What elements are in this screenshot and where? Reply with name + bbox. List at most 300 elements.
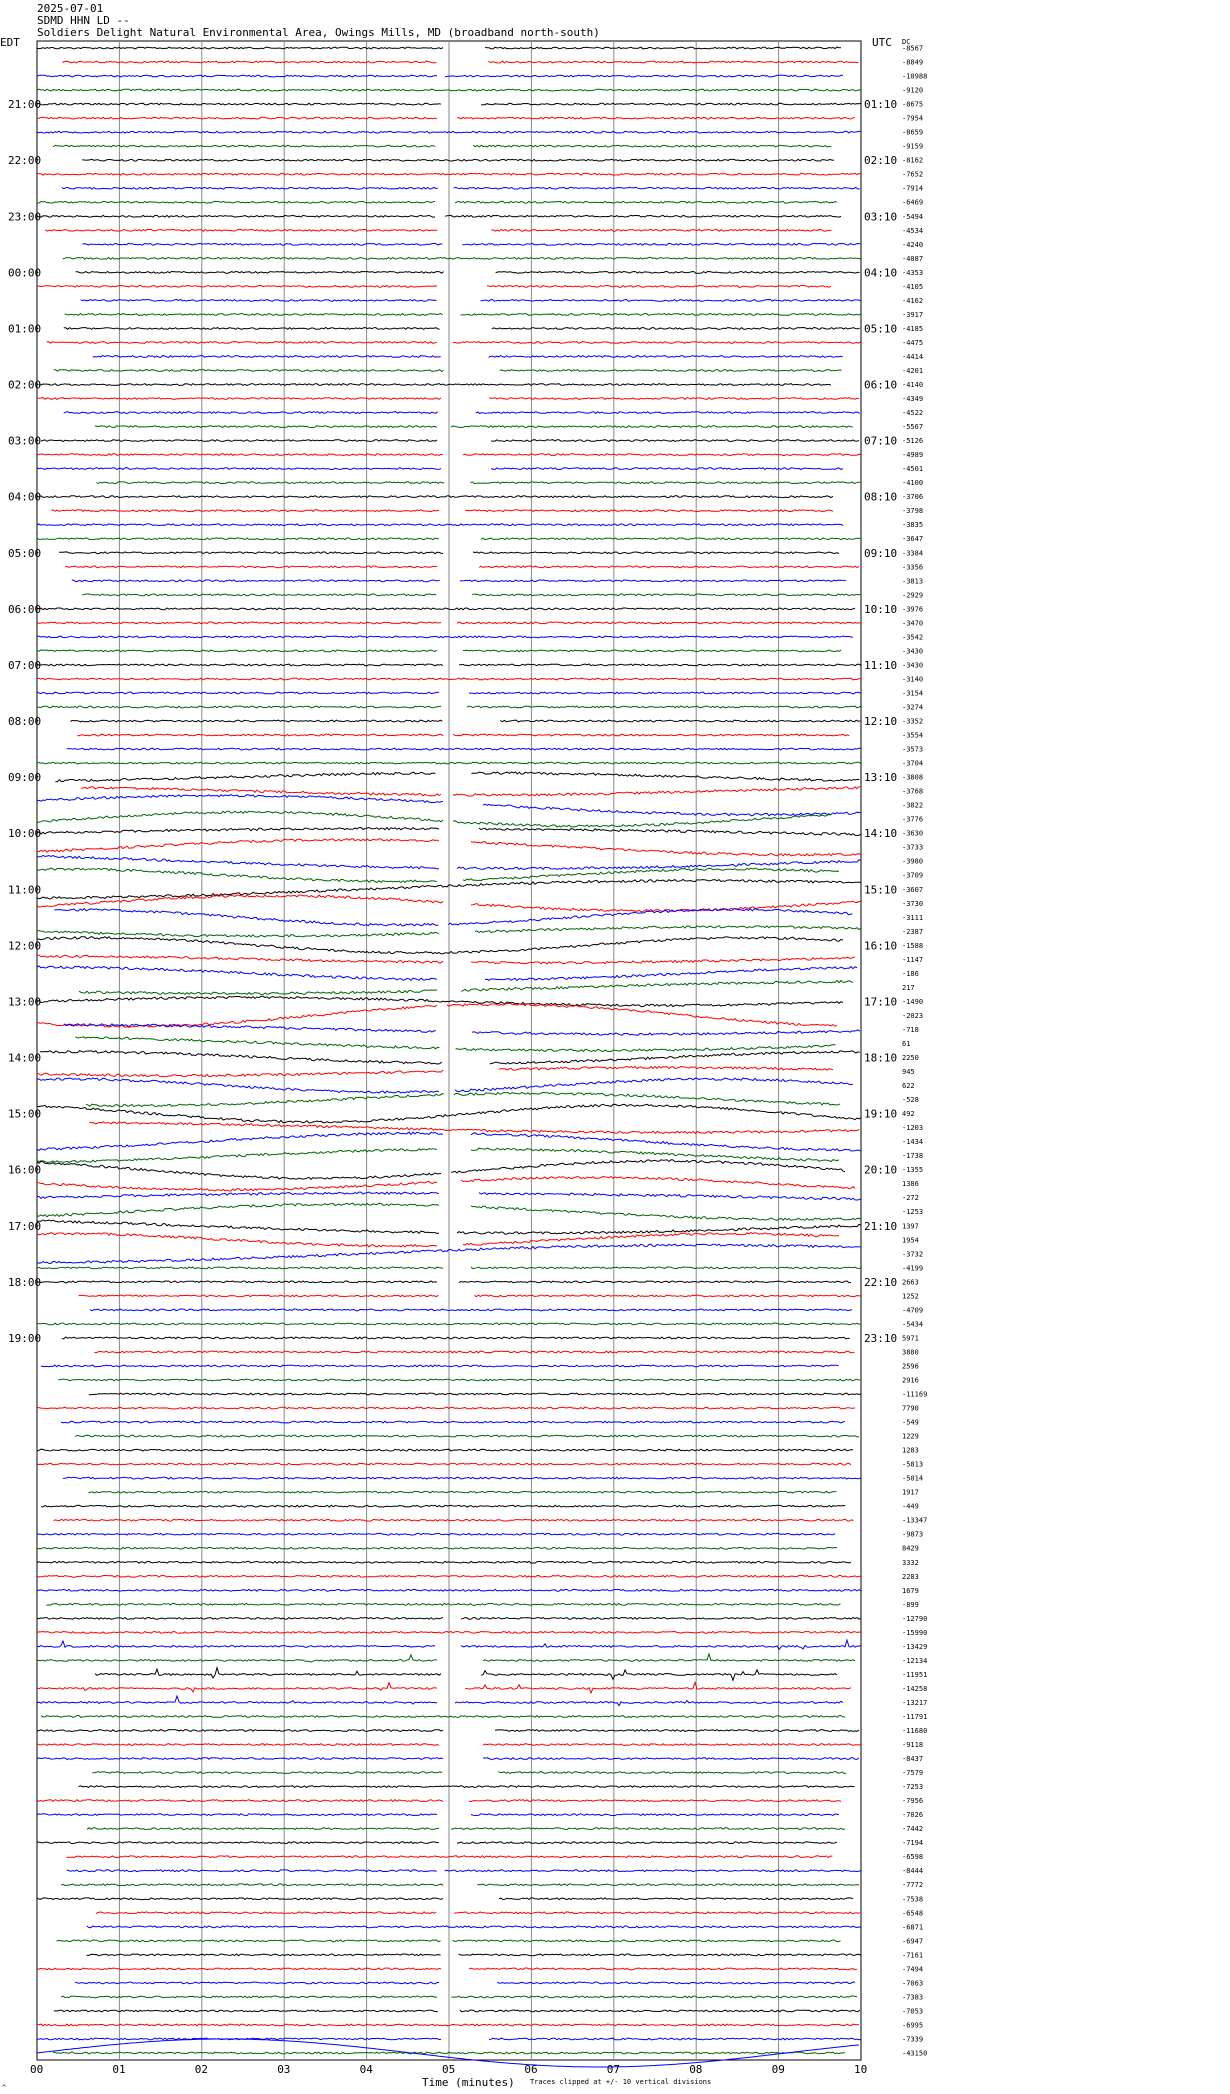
trace-row <box>41 1505 845 1507</box>
left-hour-label: 18:00 <box>8 1275 42 1289</box>
dc-offset-label: -3430 <box>902 647 924 656</box>
dc-offset-label: 622 <box>902 1082 915 1091</box>
trace-row <box>37 1281 851 1283</box>
dc-offset-label: -4100 <box>902 479 924 488</box>
trace-row <box>58 1379 860 1381</box>
dc-offset-label: -12790 <box>902 1614 928 1623</box>
x-tick-label: 06 <box>524 2063 538 2076</box>
dc-offset-label: -3976 <box>902 605 924 614</box>
trace-row <box>37 1968 857 1970</box>
dc-offset-label: -4240 <box>902 240 924 249</box>
left-hour-label: 19:00 <box>8 1331 42 1345</box>
dc-offset-label: -3430 <box>902 661 924 670</box>
right-hour-label: 16:10 <box>864 939 898 953</box>
trace-row <box>81 787 861 796</box>
trace-row <box>67 1870 861 1872</box>
trace-row <box>77 734 849 736</box>
dc-offset-label: -8162 <box>902 156 924 165</box>
trace-row <box>37 1463 851 1465</box>
dc-offset-label: -5494 <box>902 212 924 221</box>
trace-row <box>37 75 843 77</box>
trace-row <box>37 468 843 470</box>
right-hour-label: 09:10 <box>864 546 898 560</box>
right-hour-label: 10:10 <box>864 602 898 616</box>
left-hour-label: 11:00 <box>8 883 42 897</box>
right-hour-label: 15:10 <box>864 883 898 897</box>
trace-row <box>70 720 860 722</box>
dc-offset-label: -4475 <box>902 338 924 347</box>
x-tick-label: 01 <box>112 2063 126 2076</box>
trace-row <box>37 966 857 981</box>
dc-offset-label: -7442 <box>902 1825 924 1834</box>
left-hour-label: 12:00 <box>8 939 42 953</box>
right-hour-label: 01:10 <box>864 98 898 112</box>
dc-offset-label: -3835 <box>902 521 924 530</box>
dc-offset-label: -1490 <box>902 997 924 1006</box>
dc-offset-label: -8849 <box>902 58 924 67</box>
trace-row <box>75 1435 859 1437</box>
dc-offset-label: -1434 <box>902 1138 924 1147</box>
trace-row <box>47 342 861 344</box>
dc-offset-label: -8437 <box>902 1755 924 1764</box>
x-tick-label: 04 <box>359 2063 373 2076</box>
x-tick-label: 02 <box>194 2063 209 2076</box>
trace-row <box>54 1519 854 1521</box>
left-hour-label: 21:00 <box>8 98 42 112</box>
trace-row <box>62 1337 850 1339</box>
trace-row <box>72 580 846 582</box>
trace-row <box>94 1351 854 1353</box>
trace-row <box>37 1407 855 1409</box>
clip-note: Traces clipped at +/- 10 vertical divisions <box>530 2078 712 2086</box>
dc-offset-label: -4140 <box>902 381 924 390</box>
left-hour-label: 04:00 <box>8 490 42 504</box>
dc-offset-label: 3332 <box>902 1558 919 1567</box>
dc-offset-label: -4349 <box>902 395 924 404</box>
dc-offset-label: -7652 <box>902 170 924 179</box>
right-hour-label: 14:10 <box>864 827 898 841</box>
trace-row <box>90 1309 852 1311</box>
trace-row <box>37 636 853 638</box>
left-hour-label: 09:00 <box>8 771 42 785</box>
left-hour-label: 03:00 <box>8 434 42 448</box>
trace-row <box>41 1716 845 1718</box>
trace-row <box>37 650 841 652</box>
dc-offset-label: -5126 <box>902 437 924 446</box>
dc-offset-label: -3733 <box>902 843 924 852</box>
dc-offset-label: -7339 <box>902 2035 924 2044</box>
dc-offset-label: -3709 <box>902 871 924 880</box>
dc-offset-label: -7956 <box>902 1797 924 1806</box>
trace-row <box>37 1148 839 1163</box>
right-hour-label: 08:10 <box>864 490 898 504</box>
dc-offset-label: 945 <box>902 1068 915 1077</box>
dc-offset-label: -3704 <box>902 759 924 768</box>
dc-offset-label: -1147 <box>902 955 924 964</box>
dc-offset-label: -3154 <box>902 689 924 698</box>
dc-offset-label: -3917 <box>902 310 924 319</box>
dc-offset-label: -7053 <box>902 2007 924 2016</box>
dc-offset-label: -3111 <box>902 913 924 922</box>
trace-row <box>89 1122 859 1134</box>
dc-offset-label: 8429 <box>902 1544 919 1553</box>
right-hour-label: 18:10 <box>864 1051 898 1065</box>
right-hour-label: 12:10 <box>864 715 898 729</box>
dc-offset-label: -4087 <box>902 254 924 263</box>
dc-offset-label: -7538 <box>902 1895 924 1904</box>
right-hour-label: 17:10 <box>864 995 898 1009</box>
dc-offset-label: -4501 <box>902 465 924 474</box>
trace-row <box>63 257 861 259</box>
trace-row <box>54 909 852 926</box>
trace-row <box>62 187 860 189</box>
trace-row <box>87 1828 845 1830</box>
dc-offset-label: -549 <box>902 1418 919 1427</box>
right-hour-label: 21:10 <box>864 1219 898 1233</box>
trace-row <box>41 1365 839 1367</box>
dc-offset-label: -718 <box>902 1025 919 1034</box>
left-hour-label: 23:00 <box>8 210 42 224</box>
dc-offset-label: 2283 <box>902 1572 919 1581</box>
trace-row <box>37 996 843 1006</box>
trace-row <box>95 426 853 428</box>
dc-offset-label: -8659 <box>902 128 924 137</box>
dc-offset-label: -2929 <box>902 591 924 600</box>
dc-offset-label: -7383 <box>902 1993 924 2002</box>
dc-offset-label: -3813 <box>902 577 924 586</box>
trace-row <box>37 937 843 954</box>
dc-offset-label: -14258 <box>902 1684 928 1693</box>
dc-offset-label: -11951 <box>902 1670 928 1679</box>
dc-offset-label: -528 <box>902 1096 919 1105</box>
grid-lines <box>37 41 861 2060</box>
dc-offset-label: -3384 <box>902 549 924 558</box>
left-hour-label: 13:00 <box>8 995 42 1009</box>
trace-row <box>64 328 860 330</box>
trace-row <box>54 2010 860 2012</box>
trace-row <box>87 1926 861 1928</box>
right-hour-label: 05:10 <box>864 322 898 336</box>
trace-row <box>96 1912 860 1914</box>
dc-offset-label: -6947 <box>902 1937 924 1946</box>
dc-offset-label: -9120 <box>902 86 924 95</box>
dc-offset-label: -3554 <box>902 731 924 740</box>
dc-offset-label: 5971 <box>902 1334 919 1343</box>
trace-row <box>37 398 859 400</box>
trace-row <box>37 1078 853 1093</box>
dc-offset-label: -6871 <box>902 1923 924 1932</box>
trace-row <box>75 1982 855 1984</box>
right-hour-label: 11:10 <box>864 658 898 672</box>
dc-offset-label: 1397 <box>902 1222 919 1231</box>
dc-offset-label: -7063 <box>902 1979 924 1988</box>
dc-offset-label: -9873 <box>902 1530 924 1539</box>
dc-offset-label: 1917 <box>902 1488 919 1497</box>
dc-offset-label: -4534 <box>902 226 924 235</box>
dc-offset-label: -3706 <box>902 493 924 502</box>
dc-offset-label: -1738 <box>902 1152 924 1161</box>
dc-offset-label: -5567 <box>902 423 924 432</box>
trace-row <box>37 1730 859 1732</box>
trace-row <box>62 61 858 63</box>
dc-offset-label: -4162 <box>902 296 924 305</box>
dc-offset-label: -13347 <box>902 1516 928 1525</box>
dc-offset-label: -11791 <box>902 1712 928 1721</box>
left-timezone-label: EDT <box>0 36 20 49</box>
trace-row <box>65 566 859 568</box>
dc-offset-label: 3880 <box>902 1348 919 1357</box>
dc-offset-label: -43150 <box>902 2049 928 2058</box>
dc-offset-label: -6995 <box>902 2021 924 2030</box>
trace-row <box>63 1477 861 1479</box>
trace-row <box>37 1003 837 1027</box>
left-hour-label: 10:00 <box>8 827 42 841</box>
trace-row <box>37 496 833 498</box>
trace-row <box>37 1547 837 1549</box>
corner-mark: ^ <box>2 2084 7 2092</box>
dc-offset-label: 2663 <box>902 1278 919 1287</box>
trace-row <box>37 1066 833 1076</box>
dc-offset-label: -3573 <box>902 745 924 754</box>
dc-offset-label: -3980 <box>902 857 924 866</box>
dc-offset-label: -5434 <box>902 1320 924 1329</box>
right-hour-label: 13:10 <box>864 771 898 785</box>
x-tick-label: 08 <box>689 2063 703 2076</box>
trace-row <box>37 1696 843 1706</box>
dc-offset-label: -4522 <box>902 409 924 418</box>
dc-offset-label: -6469 <box>902 198 924 207</box>
trace-row <box>51 510 833 512</box>
dc-offset-label: -4105 <box>902 282 924 291</box>
dc-offset-label: -272 <box>902 1194 919 1203</box>
dc-offset-label: -4201 <box>902 366 924 375</box>
dc-offset-label: -1355 <box>902 1166 924 1175</box>
trace-row <box>64 412 860 414</box>
dc-offset-label: -899 <box>902 1600 919 1609</box>
trace-row <box>37 215 841 217</box>
trace-row <box>46 1603 840 1605</box>
right-hour-label: 20:10 <box>864 1163 898 1177</box>
dc-offset-label: -3607 <box>902 885 924 894</box>
dc-offset-label: -3630 <box>902 829 924 838</box>
trace-row <box>65 314 861 316</box>
trace-row <box>82 594 860 596</box>
dc-offset-label: -6598 <box>902 1853 924 1862</box>
dc-offset-label: 61 <box>902 1039 911 1048</box>
trace-row <box>79 981 853 995</box>
trace-row <box>53 145 831 147</box>
dc-offset-label: -9159 <box>902 142 924 151</box>
dc-offset-label: 2250 <box>902 1054 919 1063</box>
dc-offset-label: -3732 <box>902 1250 924 1259</box>
trace-row <box>37 1654 855 1662</box>
dc-offset-label: 1229 <box>902 1432 919 1441</box>
dc-offset-label: -7161 <box>902 1951 924 1960</box>
trace-row <box>41 440 859 442</box>
trace-row <box>37 608 855 610</box>
dc-offset-label: -1588 <box>902 941 924 950</box>
trace-row <box>37 117 855 119</box>
dc-offset-label: -7914 <box>902 184 924 193</box>
dc-offset-label: -11169 <box>902 1390 928 1399</box>
left-hour-label: 14:00 <box>8 1051 42 1065</box>
trace-row <box>45 229 831 231</box>
trace-row <box>37 1842 837 1844</box>
trace-row <box>55 772 859 782</box>
trace-row <box>82 159 834 161</box>
right-hour-label: 22:10 <box>864 1275 898 1289</box>
dc-offset-label: 1954 <box>902 1236 919 1245</box>
dc-offset-label: -3730 <box>902 899 924 908</box>
dc-offset-label: -10988 <box>902 72 928 81</box>
dc-offset-label: -4709 <box>902 1306 924 1315</box>
dc-offset-label: -3822 <box>902 801 924 810</box>
dc-offset-label: -13429 <box>902 1642 928 1651</box>
dc-offset-label: -3352 <box>902 717 924 726</box>
trace-row <box>37 2024 859 2026</box>
dc-column-heading: DC <box>902 38 911 46</box>
dc-offset-label: 7790 <box>902 1404 919 1413</box>
left-hour-label: 22:00 <box>8 154 42 168</box>
trace-row <box>37 1177 855 1192</box>
trace-row <box>37 811 831 827</box>
dc-offset-label: -4989 <box>902 451 924 460</box>
dc-offset-label: -5014 <box>902 1474 924 1483</box>
dc-offset-label: -2387 <box>902 927 924 936</box>
trace-row <box>87 1954 861 1956</box>
dc-offset-label: 1386 <box>902 1180 919 1189</box>
dc-offset-label: -7026 <box>902 1811 924 1820</box>
trace-row <box>95 1668 837 1681</box>
x-tick-label: 10 <box>854 2063 868 2076</box>
dc-offset-label: -8444 <box>902 1867 924 1876</box>
right-hour-label: 06:10 <box>864 378 898 392</box>
trace-row <box>37 286 831 288</box>
left-hour-label: 16:00 <box>8 1163 42 1177</box>
dc-offset-label: -6548 <box>902 1909 924 1918</box>
dc-offset-label: -7954 <box>902 114 924 123</box>
dc-offset-label: -15990 <box>902 1628 928 1637</box>
left-hour-label: 06:00 <box>8 602 42 616</box>
trace-row <box>37 524 843 526</box>
header-location: Soldiers Delight Natural Environmental Area, Owings Mills, MD (broadband north-south) <box>37 26 600 39</box>
x-tick-label: 07 <box>606 2063 621 2076</box>
right-hour-label: 02:10 <box>864 154 898 168</box>
trace-row <box>82 243 860 245</box>
axis-labels <box>8 45 927 2076</box>
dc-offset-label: -3356 <box>902 563 924 572</box>
trace-row <box>37 47 841 49</box>
trace-row <box>37 201 837 203</box>
dc-offset-label: 492 <box>902 1110 915 1119</box>
left-hour-label: 05:00 <box>8 546 42 560</box>
dc-offset-label: -3140 <box>902 675 924 684</box>
dc-offset-label: -3808 <box>902 773 924 782</box>
right-hour-label: 23:10 <box>864 1331 898 1345</box>
trace-row <box>93 356 843 358</box>
trace-row <box>37 1800 841 1802</box>
dc-offset-label: -8567 <box>902 44 924 53</box>
left-hour-label: 07:00 <box>8 658 42 672</box>
trace-row <box>37 1561 851 1563</box>
header-date: 2025-07-01 <box>37 2 104 15</box>
dc-offset-label: -3798 <box>902 507 924 516</box>
dc-offset-label: -5813 <box>902 1460 924 1469</box>
left-hour-label: 02:00 <box>8 378 42 392</box>
dc-offset-label: -12134 <box>902 1656 928 1665</box>
trace-row <box>37 1682 851 1693</box>
trace-row <box>96 482 860 484</box>
trace-row <box>39 384 831 386</box>
trace-row <box>37 1449 853 1451</box>
dc-offset-label: 217 <box>902 983 915 992</box>
trace-row <box>37 1898 853 1900</box>
dc-offset-label: -7772 <box>902 1881 924 1890</box>
x-axis-title: Time (minutes) <box>422 2076 515 2089</box>
trace-row <box>37 1814 839 1816</box>
dc-offset-label: -449 <box>902 1502 919 1511</box>
x-tick-label: 00 <box>30 2063 44 2076</box>
trace-row <box>64 1024 860 1036</box>
dc-offset-label: -4199 <box>902 1264 924 1273</box>
trace-row <box>37 1533 835 1535</box>
dc-offset-label: -7253 <box>902 1783 924 1792</box>
x-tick-label: 03 <box>277 2063 291 2076</box>
right-hour-label: 07:10 <box>864 434 898 448</box>
trace-row <box>79 1786 855 1788</box>
trace-row <box>92 1772 846 1774</box>
dc-offset-label: 1283 <box>902 1446 919 1455</box>
trace-row <box>86 1092 840 1106</box>
right-hour-label: 03:10 <box>864 210 898 224</box>
trace-row <box>89 1393 861 1395</box>
dc-offset-label: 2596 <box>902 1362 919 1371</box>
right-timezone-label: UTC <box>872 36 892 49</box>
dc-offset-label: 1252 <box>902 1292 919 1301</box>
dc-offset-label: -2023 <box>902 1011 924 1020</box>
dc-offset-label: -1203 <box>902 1124 924 1133</box>
dc-offset-label: 2916 <box>902 1376 919 1385</box>
trace-row <box>54 370 842 372</box>
left-hour-label: 01:00 <box>8 322 42 336</box>
trace-row <box>40 1051 860 1064</box>
dc-offset-label: -7579 <box>902 1769 924 1778</box>
dc-offset-label: -11680 <box>902 1727 928 1736</box>
left-hour-label: 17:00 <box>8 1219 42 1233</box>
trace-row <box>37 1160 845 1180</box>
dc-offset-label: -3542 <box>902 633 924 642</box>
header-station: SDMD HHN LD -- <box>37 14 130 27</box>
dc-offset-label: -3647 <box>902 535 924 544</box>
trace-row <box>88 1491 836 1493</box>
left-hour-label: 00:00 <box>8 266 42 280</box>
dc-offset-label: -3274 <box>902 703 924 712</box>
x-tick-label: 05 <box>442 2063 456 2076</box>
dc-offset-label: -3768 <box>902 787 924 796</box>
dc-offset-label: -3776 <box>902 815 924 824</box>
dc-offset-label: -186 <box>902 969 919 978</box>
dc-offset-label: 1679 <box>902 1586 919 1595</box>
left-hour-label: 08:00 <box>8 715 42 729</box>
dc-offset-label: -4353 <box>902 268 924 277</box>
trace-row <box>76 1037 836 1052</box>
dc-offset-label: -8675 <box>902 100 924 109</box>
dc-offset-label: -3470 <box>902 619 924 628</box>
trace-row <box>78 1295 860 1297</box>
trace-row <box>61 1996 857 1998</box>
dc-offset-label: -4414 <box>902 352 924 361</box>
trace-row <box>67 748 861 750</box>
